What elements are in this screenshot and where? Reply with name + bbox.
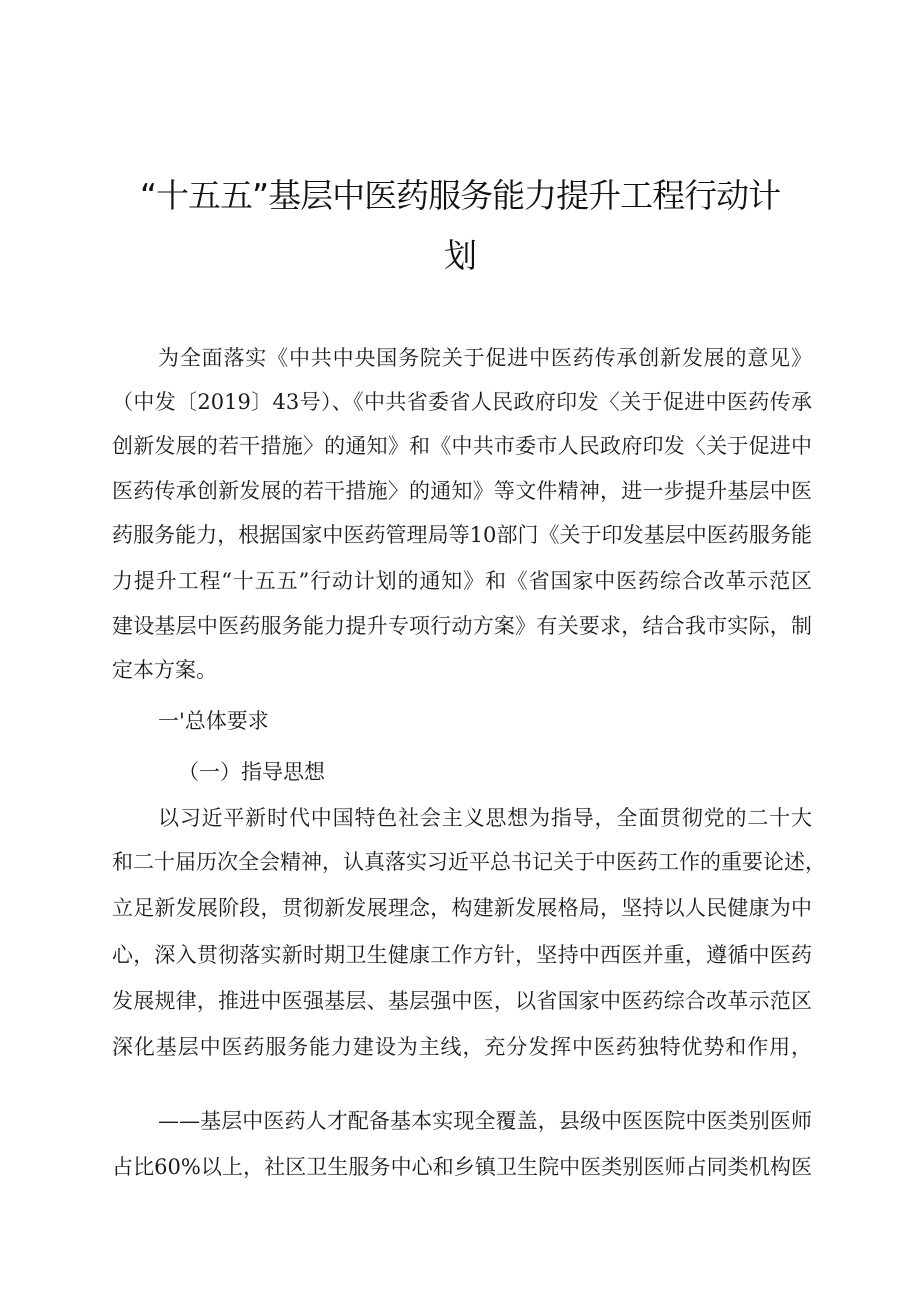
paragraph-1-line-1: 为全面落实《中共中央国务院关于促进中医药传承创新发展的意见》 — [158, 346, 812, 370]
paragraph-1-line-8: 定本方案。 — [112, 658, 217, 682]
paragraph-1-line-6: 力提升工程“十五五”行动计划的通知》和《省国家中医药综合改革示范区 — [112, 569, 812, 593]
document-title-line-2: 划 — [444, 236, 476, 275]
paragraph-2-line-2: 和二十届历次全会精神，认真落实习近平总书记关于中医药工作的重要论述， — [112, 850, 826, 874]
paragraph-2-line-6: 深化基层中医药服务能力建设为主线，充分发挥中医药独特优势和作用， — [112, 1035, 812, 1059]
paragraph-2-line-1: 以习近平新时代中国特色社会主义思想为指导，全面贯彻党的二十大 — [158, 806, 812, 830]
document-title-line-1: “十五五”基层中医药服务能力提升工程行动计 — [139, 176, 781, 215]
paragraph-1-line-7: 建设基层中医药服务能力提升专项行动方案》有关要求，结合我市实际，制 — [112, 614, 812, 638]
paragraph-2-line-5: 发展规律，推进中医强基层、基层强中医，以省国家中医药综合改革示范区 — [112, 989, 812, 1013]
subsection-1-heading: （一）指导思想 — [178, 760, 325, 784]
paragraph-1-line-5: 药服务能力，根据国家中医药管理局等10部门《关于印发基层中医药服务能 — [112, 523, 812, 547]
section-1-heading: 一'总体要求 — [158, 709, 269, 733]
paragraph-1-line-4: 医药传承创新发展的若干措施〉的通知》等文件精神，进一步提升基层中医 — [112, 479, 812, 503]
paragraph-1-line-3: 创新发展的若干措施〉的通知》和《中共市委市人民政府印发〈关于促进中 — [112, 434, 812, 458]
paragraph-2-line-3: 立足新发展阶段，贯彻新发展理念，构建新发展格局，坚持以人民健康为中 — [112, 896, 812, 920]
paragraph-3-line-2: 占比60%以上，社区卫生服务中心和乡镇卫生院中医类别医师占同类机构医 — [112, 1155, 812, 1179]
paragraph-1-line-2: （中发〔2019〕43号）、《中共省委省人民政府印发〈关于促进中医药传承 — [112, 390, 812, 414]
paragraph-2-line-4: 心，深入贯彻落实新时期卫生健康工作方针，坚持中西医并重，遵循中医药 — [112, 943, 812, 967]
paragraph-3-line-1: ——基层中医药人才配备基本实现全覆盖，县级中医医院中医类别医师 — [158, 1109, 812, 1133]
